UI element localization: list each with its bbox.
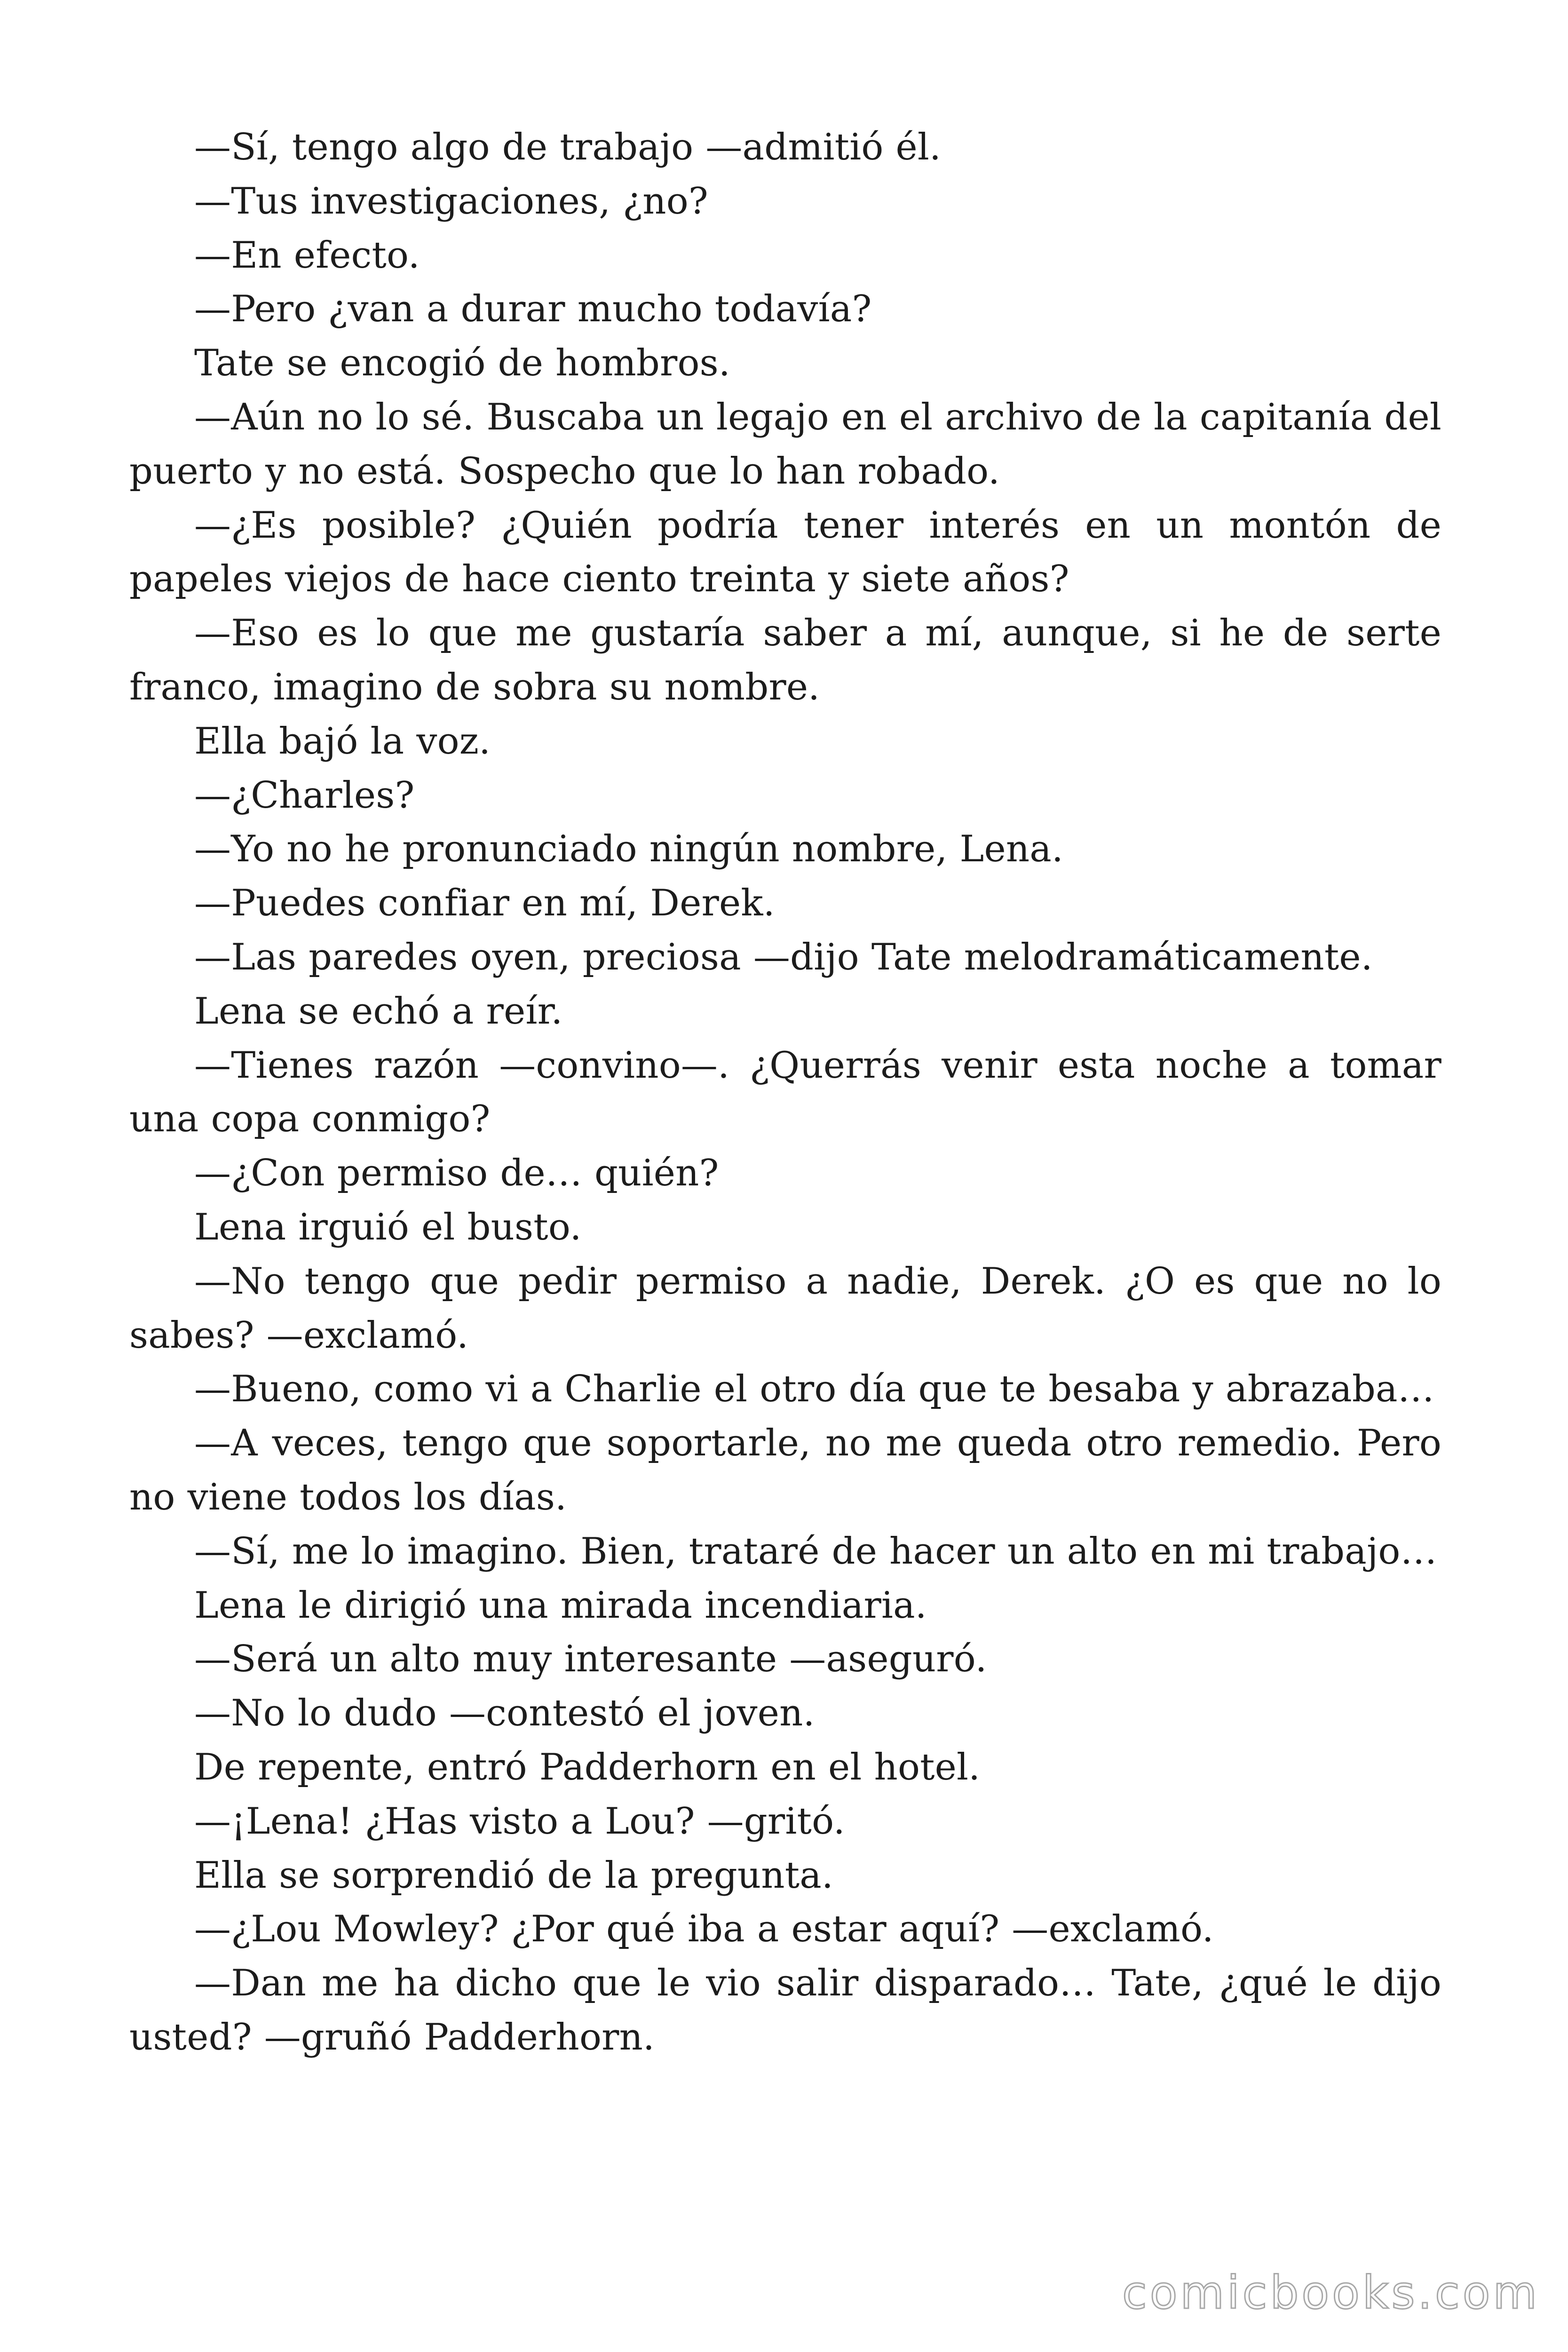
paragraph: —Dan me ha dicho que le vio salir disparado… Tate, ¿qué le dijo usted? —gruñó Padderhorn.	[129, 1962, 1441, 2058]
paragraph: —¿Charles?	[194, 774, 415, 817]
paragraph: —Tus investigaciones, ¿no?	[194, 180, 708, 222]
paragraph: —Pero ¿van a durar mucho todavía?	[194, 288, 872, 331]
page-text	[129, 120, 1441, 2065]
paragraph: —¿Es posible? ¿Quién podría tener interés en un montón de papeles viejos de hace ciento treinta y siete años?	[129, 504, 1441, 601]
paragraph: —Las paredes oyen, preciosa —dijo Tate melodramáticamente.	[194, 936, 1373, 978]
book-page	[129, 0, 1441, 2352]
paragraph: Ella se sorprendió de la pregunta.	[194, 1854, 833, 1897]
paragraph: Lena se echó a reír.	[194, 990, 563, 1033]
paragraph: Lena irguió el busto.	[194, 1206, 582, 1248]
paragraph: —Sí, me lo imagino. Bien, trataré de hacer un alto en mi trabajo…	[194, 1530, 1437, 1573]
paragraph: —¡Lena! ¿Has visto a Lou? —gritó.	[194, 1800, 845, 1843]
paragraph: —Aún no lo sé. Buscaba un legajo en el archivo de la capitanía del puerto y no está. Sospecho que lo han robado.	[129, 396, 1441, 493]
paragraph: —¿Con permiso de… quién?	[194, 1152, 719, 1195]
paragraph: —No lo dudo —contestó el joven.	[194, 1692, 815, 1735]
paragraph: De repente, entró Padderhorn en el hotel.	[194, 1746, 981, 1788]
watermark: comicbooks.com	[1122, 2266, 1540, 2319]
paragraph: —Será un alto muy interesante —aseguró.	[194, 1638, 987, 1681]
paragraph: —A veces, tengo que soportarle, no me queda otro remedio. Pero no viene todos los días.	[129, 1422, 1441, 1518]
paragraph: —Puedes confiar en mí, Derek.	[194, 882, 775, 925]
paragraph: Ella bajó la voz.	[194, 720, 491, 763]
paragraph: —Yo no he pronunciado ningún nombre, Lena.	[194, 828, 1063, 871]
paragraph: —Bueno, como vi a Charlie el otro día que te besaba y abrazaba…	[194, 1368, 1434, 1411]
paragraph: —Eso es lo que me gustaría saber a mí, aunque, si he de serte franco, imagino de sobra su nombre.	[129, 612, 1441, 708]
paragraph: —En efecto.	[194, 234, 420, 277]
paragraph: Lena le dirigió una mirada incendiaria.	[194, 1584, 927, 1627]
paragraph: —Sí, tengo algo de trabajo —admitió él.	[194, 126, 942, 168]
paragraph: —Tienes razón —convino—. ¿Querrás venir esta noche a tomar una copa conmigo?	[129, 1044, 1441, 1141]
paragraph: —¿Lou Mowley? ¿Por qué iba a estar aquí? —exclamó.	[194, 1908, 1214, 1951]
paragraph: Tate se encogió de hombros.	[194, 342, 730, 385]
paragraph: —No tengo que pedir permiso a nadie, Derek. ¿O es que no lo sabes? —exclamó.	[129, 1260, 1441, 1357]
